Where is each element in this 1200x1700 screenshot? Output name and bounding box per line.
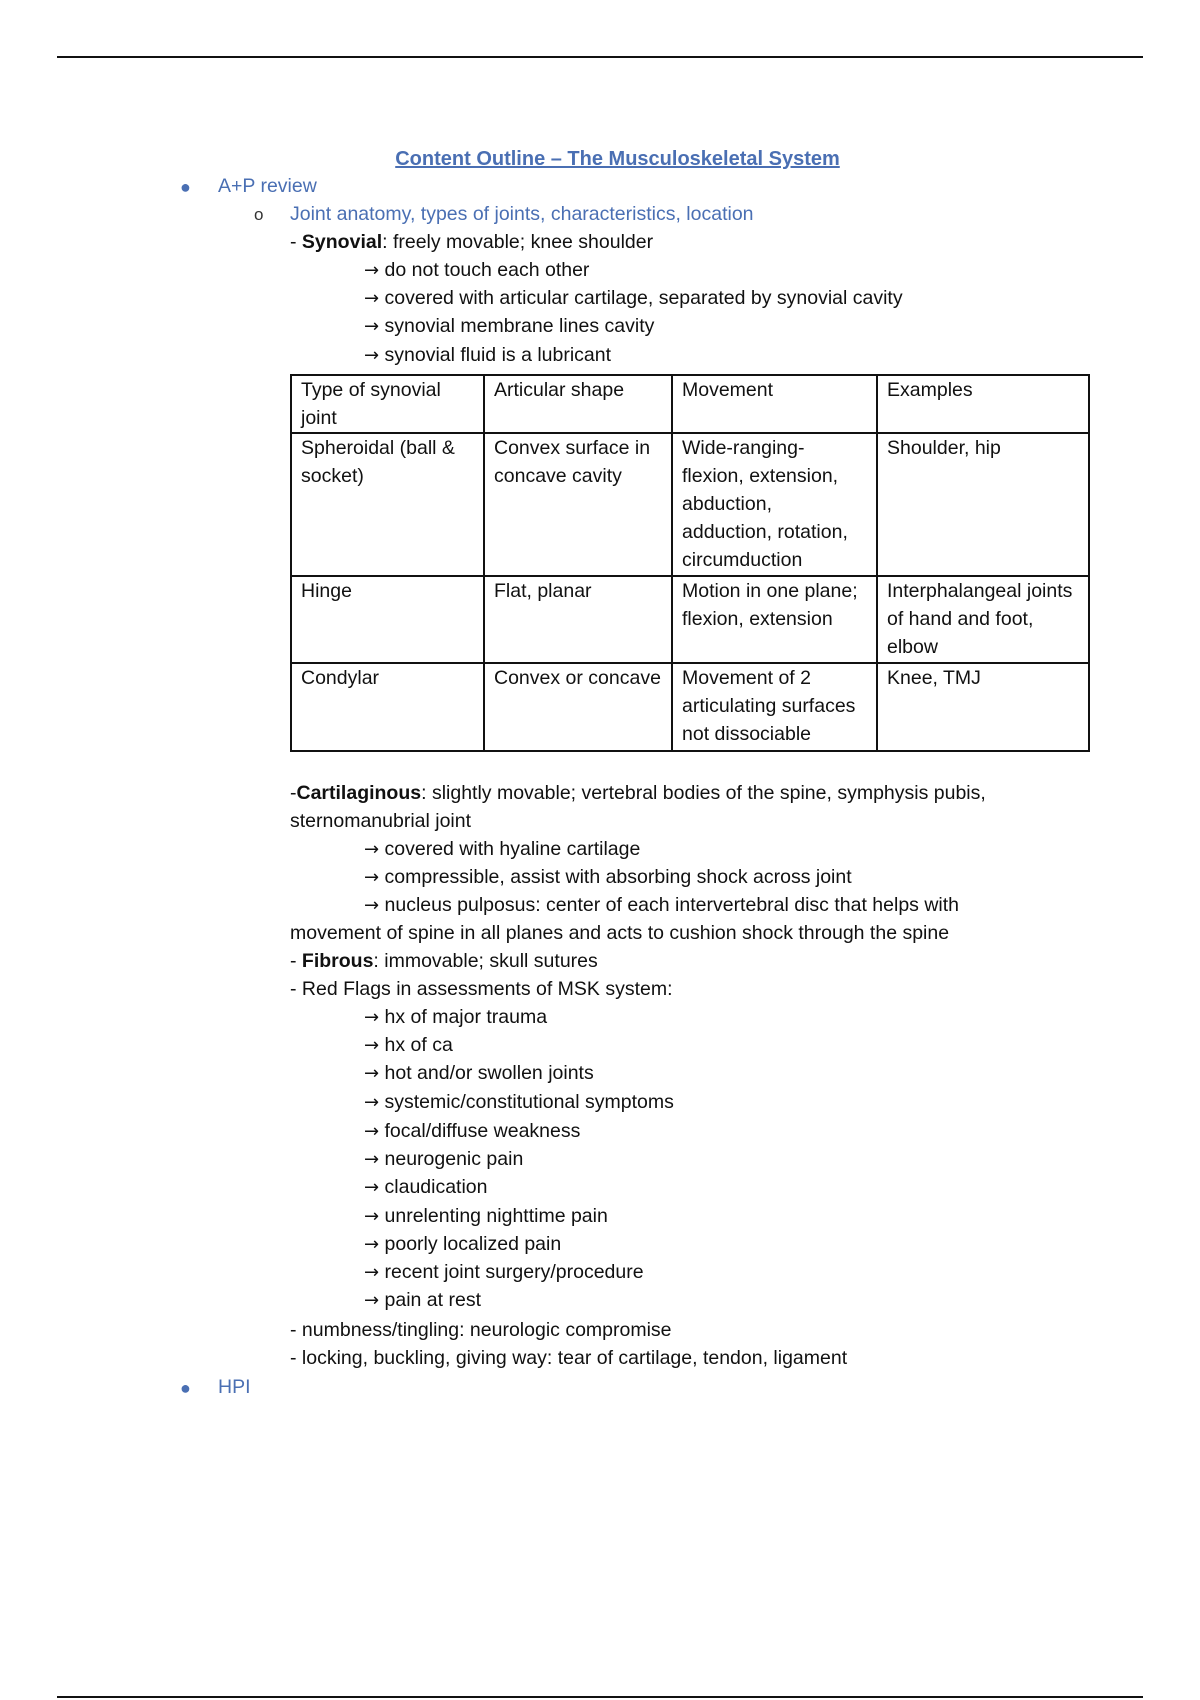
table-cell: Convex surface in concave cavity (484, 433, 672, 576)
section-heading-ap-review: A+P review (218, 175, 317, 197)
hollow-bullet-icon: o (254, 205, 264, 224)
cartilaginous-term: Cartilaginous (296, 782, 422, 804)
fibrous-line: - Fibrous: immovable; skull sutures (290, 950, 598, 972)
fibrous-term: Fibrous (301, 950, 374, 972)
arrow-right-icon: → (364, 1007, 380, 1028)
arrow-right-icon: → (364, 1121, 380, 1142)
list-item: → synovial membrane lines cavity (364, 315, 655, 337)
list-item: → covered with articular cartilage, separated by synovial cavity (364, 287, 903, 309)
table-row (291, 663, 1089, 751)
cartilaginous-line-2: sternomanubrial joint (290, 810, 472, 832)
arrow-right-icon: → (364, 1149, 380, 1170)
list-item: → covered with hyaline cartilage (364, 838, 641, 860)
table-header-cell: Examples (877, 375, 1089, 433)
arrow-right-icon: → (364, 260, 380, 281)
arrow-right-icon: → (364, 1234, 380, 1255)
table-cell: Motion in one plane; flexion, extension (672, 576, 877, 663)
table-header-cell: Type of synovial joint (291, 375, 484, 433)
list-item: → systemic/constitutional symptoms (364, 1091, 674, 1113)
list-item: → hx of major trauma (364, 1006, 548, 1028)
list-item: → unrelenting nighttime pain (364, 1205, 608, 1227)
list-item: → do not touch each other (364, 259, 590, 281)
arrow-right-icon: → (364, 1035, 380, 1056)
bottom-rule (57, 1696, 1143, 1698)
list-item: → nucleus pulposus: center of each intervertebral disc that helps with (364, 894, 960, 916)
table-cell: Wide-ranging- flexion, extension, abduction, adduction, rotation, circumduction (672, 433, 877, 576)
cartilaginous-continuation: movement of spine in all planes and acts to cushion shock through the spine (290, 922, 950, 944)
arrow-right-icon: → (364, 1262, 380, 1283)
note-line: - numbness/tingling: neurologic compromise (290, 1319, 672, 1341)
list-item: → synovial fluid is a lubricant (364, 344, 612, 366)
table-header-cell: Movement (672, 375, 877, 433)
top-rule (57, 56, 1143, 58)
cartilaginous-line: -Cartilaginous: slightly movable; vertebral bodies of the spine, symphysis pubis, (290, 782, 986, 804)
table-header-row (291, 375, 1089, 433)
arrow-right-icon: → (364, 1177, 380, 1198)
note-line: - locking, buckling, giving way: tear of cartilage, tendon, ligament (290, 1347, 848, 1369)
document-title: Content Outline – The Musculoskeletal System (395, 148, 840, 170)
bullet-icon: ● (180, 1378, 191, 1398)
table-header-cell: Articular shape (484, 375, 672, 433)
table-cell: Convex or concave (484, 663, 672, 751)
list-item: → poorly localized pain (364, 1233, 562, 1255)
list-item: → claudication (364, 1176, 488, 1198)
arrow-right-icon: → (364, 1290, 380, 1311)
table-cell: Movement of 2 articulating surfaces not dissociable (672, 663, 877, 751)
subsection-heading: Joint anatomy, types of joints, characteristics, location (290, 203, 754, 225)
table-cell: Flat, planar (484, 576, 672, 663)
list-item: → neurogenic pain (364, 1148, 524, 1170)
section-heading-hpi: HPI (218, 1376, 251, 1398)
table-cell: Spheroidal (ball & socket) (291, 433, 484, 576)
arrow-right-icon: → (364, 867, 380, 888)
arrow-right-icon: → (364, 1092, 380, 1113)
arrow-right-icon: → (364, 288, 380, 309)
synovial-joint-table (290, 374, 1090, 752)
arrow-right-icon: → (364, 316, 380, 337)
list-item: → pain at rest (364, 1289, 481, 1311)
table-row (291, 576, 1089, 663)
list-item: → focal/diffuse weakness (364, 1120, 581, 1142)
bullet-icon: ● (180, 177, 191, 197)
list-item: → compressible, assist with absorbing shock across joint (364, 866, 852, 888)
table-cell: Condylar (291, 663, 484, 751)
red-flags-heading: - Red Flags in assessments of MSK system: (290, 978, 673, 1000)
list-item: → hot and/or swollen joints (364, 1062, 594, 1084)
synovial-term: Synovial (301, 231, 383, 253)
arrow-right-icon: → (364, 1063, 380, 1084)
arrow-right-icon: → (364, 345, 380, 366)
arrow-right-icon: → (364, 839, 380, 860)
synovial-line: - Synovial: freely movable; knee shoulder (290, 231, 654, 253)
table-cell: Hinge (291, 576, 484, 663)
table-row (291, 433, 1089, 576)
table-cell: Interphalangeal joints of hand and foot, elbow (877, 576, 1089, 663)
list-item: → hx of ca (364, 1034, 453, 1056)
list-item: → recent joint surgery/procedure (364, 1261, 644, 1283)
table-cell: Knee, TMJ (877, 663, 1089, 751)
table-cell: Shoulder, hip (877, 433, 1089, 576)
arrow-right-icon: → (364, 1206, 380, 1227)
arrow-right-icon: → (364, 895, 380, 916)
